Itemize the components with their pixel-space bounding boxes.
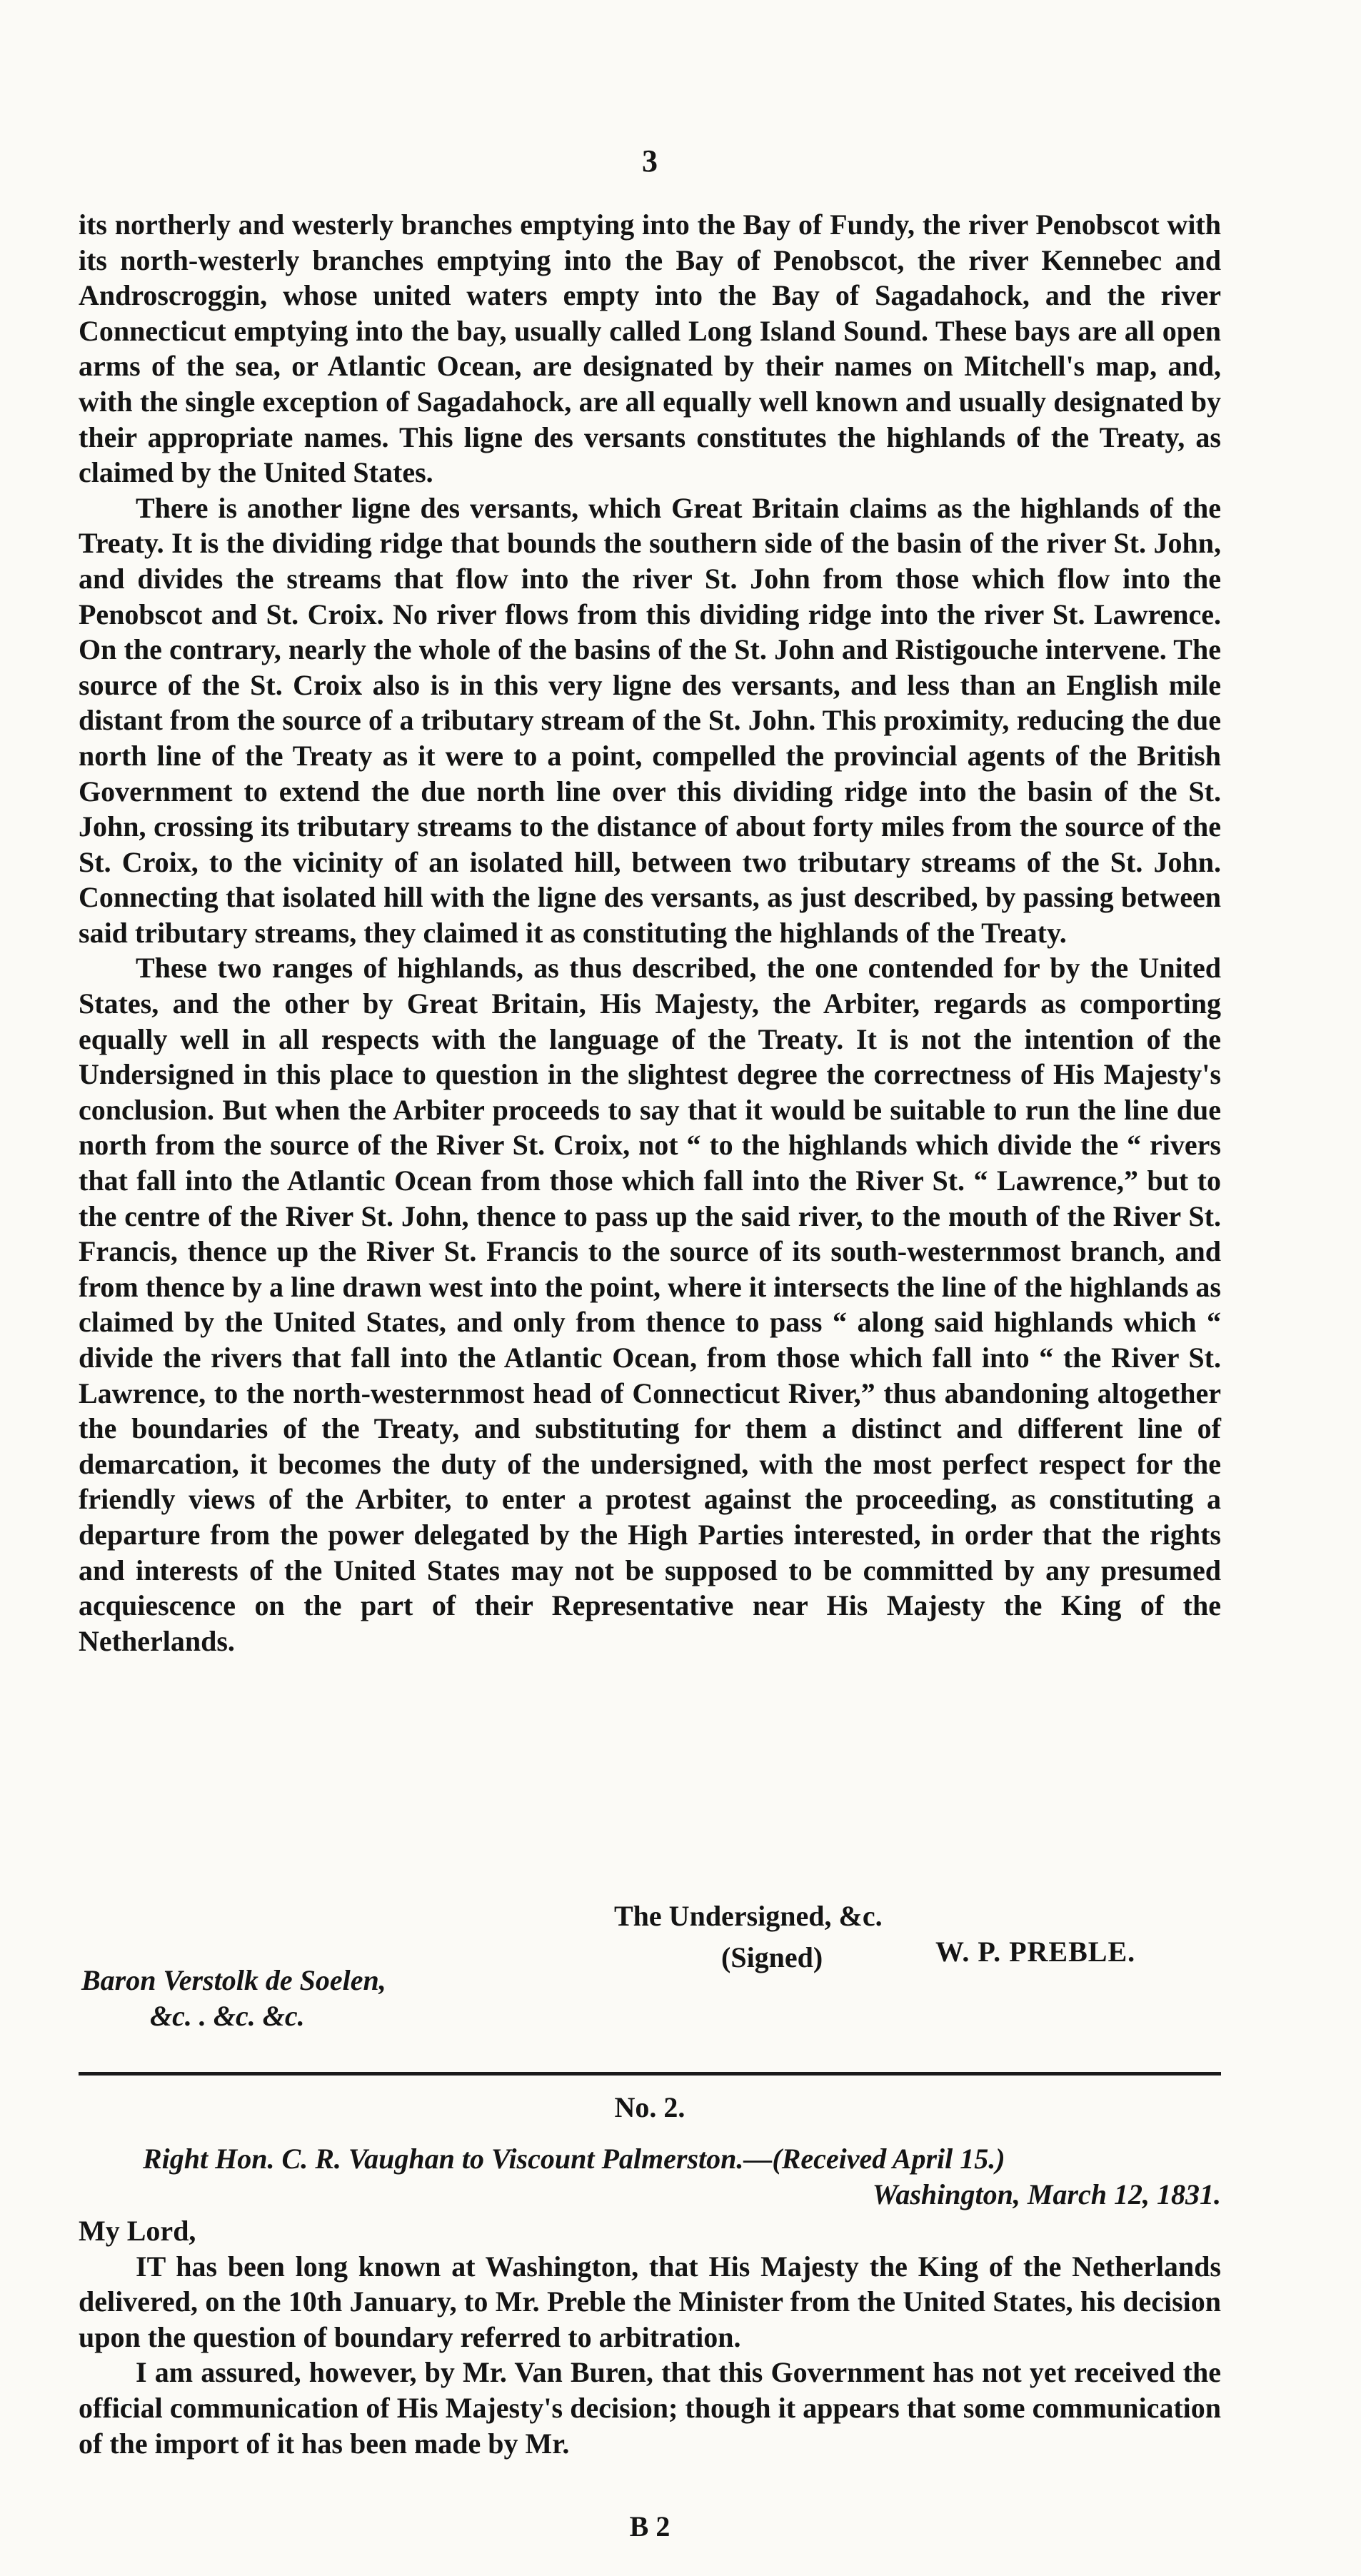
paragraph-ligne-des-versants: There is another ligne des versants, which Great Britain claims as the highlands of the Treaty. It is the dividing ridge that bounds the southern side of the basin of the river St. John, and divides the streams that flow into the river St. John from those which flow into the Penobscot and St. Croix. No river flows from this dividing ridge into the river St. Lawrence. On the contrary, nearly the whole of the basins of the St. John and Ristigouche intervene. The source of the St. Croix also is in this very ligne des versants, and less than an English mile distant from the source of a tributary stream of the St. John. This proximity, reducing the due north line of the Treaty as it were to a point, compelled the provincial agents of the British Government to extend the due north line over this dividing ridge into the basin of the St. John, crossing its tributary streams to the distance of about forty miles from the source of the St. Croix, to the vicinity of an isolated hill, between two tributary streams of the St. John. Connecting that isolated hill with the ligne des versants, as just described, by passing between said tributary streams, they claimed it as constituting the highlands of the Treaty.	[79, 491, 1221, 949]
paragraph-two-ranges: These two ranges of highlands, as thus described, the one contended for by the United States, and the other by Great Britain, His Majesty, the Arbiter, regards as comporting equally well in all respects with the language of the Treaty. It is not the intention of the Undersigned in this place to question in the slightest degree the correctness of His Majesty's conclusion. But when the Arbiter proceeds to say that it would be suitable to run the line due north from the source of the River St. Croix, not “ to the highlands which divide the “ rivers that fall into the Atlantic Ocean from those which fall into the River St. “ Lawrence,” but to the centre of the River St. John, thence to pass up the said river, to the mouth of the River St. Francis, thence up the River St. Francis to the source of its south-westernmost branch, and from thence by a line drawn west into the point, where it intersects the line of the highlands as claimed by the United States, and only from thence to pass “ along said highlands which “ divide the rivers that fall into the Atlantic Ocean, from those which fall into “ the River St. Lawrence, to the north-westernmost head of Connecticut River,” thus abandoning altogether the boundaries of the Treaty, and substituting for them a distinct and different line of demarcation, it becomes the duty of the undersigned, with the most perfect respect for the friendly views of the Arbiter, to enter a protest against the proceeding, as constituting a departure from the power delegated by the High Parties interested, in order that the rights and interests of the United States may not be supposed to be committed by any presumed acquiescence on the part of their Representative near His Majesty the King of the Netherlands.	[79, 952, 1221, 1657]
signature-mark: B 2	[629, 2510, 671, 2542]
page-number: 3	[642, 144, 658, 178]
closing-block	[79, 1899, 1221, 2042]
letter-dateline: Washington, March 12, 1831.	[872, 2178, 1221, 2210]
document-number: No. 2.	[614, 2091, 685, 2123]
document-heading: Right Hon. C. R. Vaughan to Viscount Palmerston.—(Received April 15.)	[143, 2143, 1005, 2175]
letter-text	[79, 2213, 1221, 2461]
closing-signer: W. P. PREBLE.	[935, 1936, 1136, 1968]
closing-signed: (Signed)	[721, 1941, 823, 1973]
closing-undersigned: The Undersigned, &c.	[614, 1900, 883, 1932]
letter-salutation: My Lord,	[79, 2215, 196, 2247]
paragraph-continued: its northerly and westerly branches emptying into the Bay of Fundy, the river Penobscot with its north-westerly branches emptying into the Bay of Penobscot, the river Kennebec and Androscroggin, whose united waters empty into the Bay of Sagadahock, and the river Connecticut emptying into the bay, usually called Long Island Sound. These bays are all open arms of the sea, or Atlantic Ocean, are designated by their names on Mitchell's map, and, with the single exception of Sagadahock, are all equally well known and usually designated by their appropriate names. This ligne des versants constitutes the highlands of the Treaty, as claimed by the United States.	[79, 208, 1221, 489]
letter-paragraph-van-buren: I am assured, however, by Mr. Van Buren, that this Government has not yet received the official communication of His Majesty's decision; though it appears that some communication of the import of it has been made by Mr.	[79, 2356, 1221, 2460]
body-text	[79, 207, 1221, 1659]
closing-addressee-etc: &c. . &c. &c.	[150, 2000, 305, 2032]
letter-paragraph-decision: IT has been long known at Washington, that His Majesty the King of the Netherlands delivered, on the 10th January, to Mr. Preble the Minister from the United States, his decision upon the question of boundary referred to arbitration.	[79, 2250, 1221, 2353]
section-divider	[79, 2072, 1221, 2076]
closing-addressee: Baron Verstolk de Soelen,	[81, 1964, 386, 1996]
